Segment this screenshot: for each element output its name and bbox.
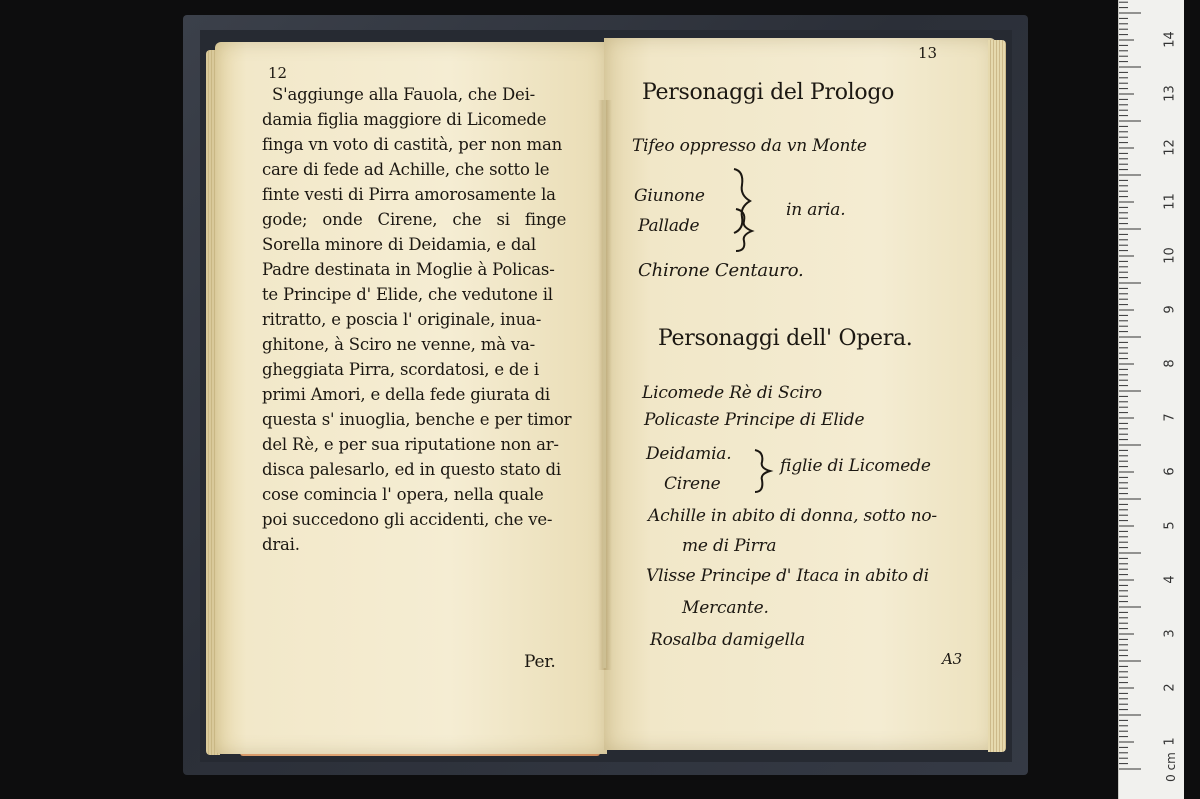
left-line: poi succedono gli accidenti, che ve- [262, 510, 553, 529]
character-ulisse: Vlisse Principe d' Itaca in abito di [646, 566, 929, 586]
character-pallade: Pallade [638, 216, 700, 236]
left-line: drai. [262, 535, 300, 554]
left-line: Sorella minore di Deidamia, e dal [262, 235, 536, 254]
catchword: Per. [524, 652, 556, 672]
ruler-ticks [1119, 0, 1143, 799]
character-achille: Achille in abito di donna, sotto no- [648, 506, 937, 526]
ruler-mark: 9 [1162, 305, 1178, 314]
measurement-ruler [1118, 0, 1184, 799]
ruler-mark: 13 [1162, 85, 1178, 102]
character-tifeo: Tifeo oppresso da vn Monte [632, 136, 867, 156]
left-line: questa s' inuoglia, benche e per timor [262, 410, 572, 429]
figlie-label: figlie di Licomede [780, 456, 931, 476]
ruler-mark: 12 [1162, 139, 1178, 156]
signature-mark: A3 [942, 650, 962, 668]
character-achille-cont: me di Pirra [682, 536, 777, 556]
character-cirene: Cirene [664, 474, 721, 494]
left-line: primi Amori, e della fede giurata di [262, 385, 551, 404]
character-chirone: Chirone Centauro. [638, 260, 804, 281]
in-aria-label: in aria. [786, 200, 846, 220]
left-line: te Principe d' Elide, che vedutone il [262, 285, 553, 304]
left-line: disca palesarlo, ed in questo stato di [262, 460, 561, 479]
binding-thread [603, 100, 606, 668]
ruler-mark: 5 [1162, 521, 1178, 530]
ruler-mark: 11 [1162, 193, 1178, 210]
left-line: cose comincia l' opera, nella quale [262, 485, 544, 504]
left-line: care di fede ad Achille, che sotto le [262, 160, 550, 179]
left-line: gode; onde Cirene, che si finge [262, 210, 567, 229]
left-line: Padre destinata in Moglie à Policas- [262, 260, 555, 279]
left-line: finte vesti di Pirra amorosamente la [262, 185, 556, 204]
ruler-mark: 1 [1162, 737, 1178, 746]
right-page-number: 13 [918, 44, 938, 62]
character-deidamia: Deidamia. [646, 444, 732, 464]
ruler-mark: 14 [1162, 31, 1178, 48]
character-rosalba: Rosalba damigella [650, 630, 805, 650]
ruler-mark: 7 [1162, 413, 1178, 422]
brace-icon [750, 446, 776, 496]
ruler-mark: 6 [1162, 467, 1178, 476]
ruler-mark: 3 [1162, 629, 1178, 638]
ruler-mark: 8 [1162, 359, 1178, 368]
left-line: del Rè, e per sua riputatione non ar- [262, 435, 559, 454]
brace-icon [730, 205, 760, 255]
left-line: ritratto, e poscia l' originale, inua- [262, 310, 542, 329]
left-line: gheggiata Pirra, scordatosi, e de i [262, 360, 539, 379]
right-page-edges [988, 40, 1006, 752]
left-line: ghitone, à Sciro ne venne, mà va- [262, 335, 535, 354]
left-line: damia figlia maggiore di Licomede [262, 110, 547, 129]
heading-prologue: Personaggi del Prologo [642, 80, 895, 105]
left-line: finga vn voto di castità, per non man [262, 135, 563, 154]
left-line: S'aggiunge alla Fauola, che Dei- [272, 85, 536, 104]
left-page-number: 12 [268, 64, 288, 82]
ruler-mark: 4 [1162, 575, 1178, 584]
ruler-unit-label: 0 cm [1164, 752, 1178, 782]
ruler-mark: 10 [1162, 247, 1178, 264]
character-giunone: Giunone [634, 186, 705, 206]
ruler-mark: 2 [1162, 683, 1178, 692]
character-ulisse-cont: Mercante. [682, 598, 769, 618]
heading-opera: Personaggi dell' Opera. [658, 326, 913, 351]
character-licomede: Licomede Rè di Sciro [642, 383, 822, 403]
character-policaste: Policaste Principe di Elide [644, 410, 865, 430]
